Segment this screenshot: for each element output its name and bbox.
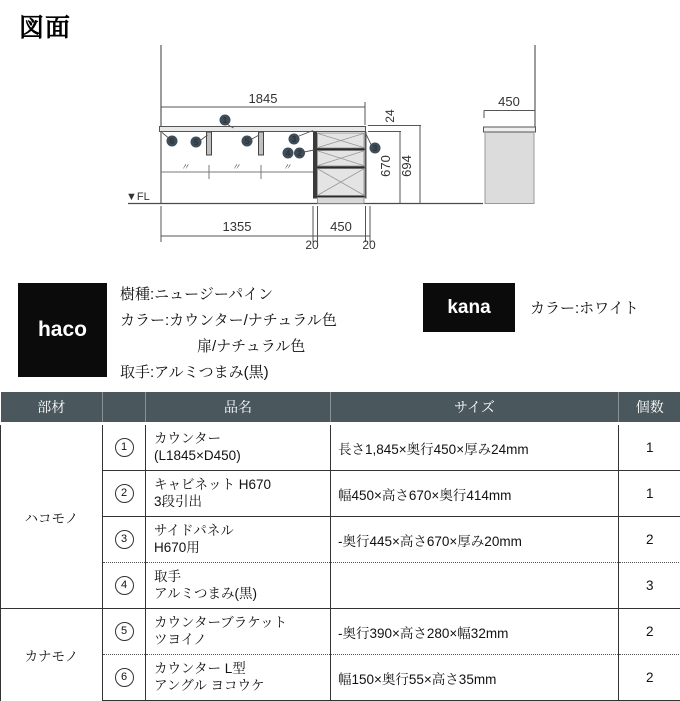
row-name-line2: (L1845×D450) (154, 448, 329, 465)
circled-number: 2 (115, 484, 134, 503)
row-no (103, 563, 146, 609)
row-name (146, 563, 331, 609)
ditto-mark: 〃 (180, 162, 189, 172)
row-name-line1: カウンター (154, 431, 329, 448)
row-name-line1: カウンター L型 (154, 661, 329, 678)
row-size: -奥行445×高さ670×厚み20mm (331, 517, 619, 563)
row-no (103, 609, 146, 655)
circled-number: 6 (115, 668, 134, 687)
spec-color: カラー:カウンター/ナチュラル色 (120, 308, 337, 334)
side-view-counter (484, 127, 536, 132)
row-name-line1: カウンターブラケット (154, 615, 329, 632)
counter-bracket (259, 132, 264, 155)
marker-5b (242, 136, 253, 147)
spec-wood-type: 樹種:ニュージーパイン (120, 282, 337, 308)
header-size: サイズ (331, 392, 619, 424)
row-name-line1: キャビネット H670 (154, 477, 329, 494)
table-row (1, 655, 680, 701)
spec-handle: 取手:アルミつまみ(黒) (120, 360, 337, 386)
kana-logo: kana (423, 283, 515, 332)
row-name-line1: サイドパネル (154, 523, 329, 540)
svg-text:3: 3 (373, 143, 378, 153)
parts-table (0, 392, 680, 701)
dim-top-width-label: 1845 (249, 91, 278, 106)
table-header-row (1, 392, 680, 424)
row-qty: 1 (619, 471, 680, 517)
dim-thickness-label: 24 (383, 109, 397, 123)
ditto-mark: 〃 (282, 162, 291, 172)
row-size: 長さ1,845×奥行450×厚み24mm (331, 424, 619, 471)
dim-cabinet-height-label: 670 (378, 155, 393, 177)
group-label-hako: ハコモノ (1, 424, 103, 609)
row-no (103, 517, 146, 563)
row-name (146, 471, 331, 517)
cabinet-front (313, 132, 367, 204)
row-name-line2: アルミつまみ(黒) (154, 586, 329, 603)
side-view (484, 111, 536, 204)
row-qty: 2 (619, 517, 680, 563)
row-name-line2: ツヨイノ (154, 632, 329, 649)
row-size: 幅450×高さ670×奥行414mm (331, 471, 619, 517)
row-name-line2: H670用 (154, 540, 329, 557)
table-row (1, 424, 680, 471)
marker-5a (191, 137, 202, 148)
page-title: 図面 (19, 8, 71, 44)
circled-number: 3 (115, 530, 134, 549)
technical-drawing (0, 0, 680, 280)
header-qty: 個数 (619, 392, 680, 424)
row-no (103, 655, 146, 701)
cabinet-side-panel-left (313, 132, 317, 199)
row-size (331, 563, 619, 609)
svg-text:5: 5 (245, 136, 250, 146)
circled-number: 4 (115, 576, 134, 595)
dim-total-height-label: 694 (399, 155, 414, 177)
marker-3b (370, 143, 381, 154)
haco-specs (120, 282, 337, 386)
svg-text:2: 2 (297, 148, 302, 158)
svg-text:1: 1 (223, 115, 228, 125)
header-group: 部材 (1, 392, 103, 424)
svg-text:4: 4 (286, 148, 291, 158)
cabinet-side-panel-right (365, 132, 367, 199)
dim-panel-right-label: 20 (362, 238, 376, 252)
header-no (103, 392, 146, 424)
row-no (103, 471, 146, 517)
row-name (146, 517, 331, 563)
row-name (146, 655, 331, 701)
row-name-line2: 3段引出 (154, 494, 329, 511)
marker-2 (294, 148, 305, 159)
row-size: -奥行390×高さ280×幅32mm (331, 609, 619, 655)
dim-panel-left-label: 20 (305, 238, 319, 252)
counter-top-front (160, 127, 366, 132)
dim-cabinet-width-label: 450 (330, 219, 352, 234)
marker-6 (167, 136, 178, 147)
floor-label: ▼FL (126, 191, 150, 203)
row-qty: 2 (619, 609, 680, 655)
spec-door-color: 扉/ナチュラル色 (120, 334, 337, 360)
ditto-mark: 〃 (231, 162, 240, 172)
cabinet-base (318, 198, 365, 204)
row-qty: 2 (619, 655, 680, 701)
svg-text:5: 5 (194, 137, 199, 147)
table-row (1, 471, 680, 517)
marker-4 (283, 148, 294, 159)
row-size: 幅150×奥行55×高さ35mm (331, 655, 619, 701)
row-name-line2: アングル ヨコウケ (154, 678, 329, 695)
side-view-body (485, 133, 534, 204)
row-name (146, 609, 331, 655)
row-name-line1: 取手 (154, 569, 329, 586)
circled-number: 1 (115, 438, 134, 457)
marker-3a (289, 134, 300, 145)
table-row (1, 563, 680, 609)
marker-1 (220, 115, 231, 126)
group-label-kana: カナモノ (1, 609, 103, 701)
dim-bottom-width-label: 1355 (223, 219, 252, 234)
table-row (1, 517, 680, 563)
circled-number: 5 (115, 622, 134, 641)
svg-text:6: 6 (170, 136, 175, 146)
kana-color-spec: カラー:ホワイト (530, 297, 639, 318)
row-qty: 3 (619, 563, 680, 609)
row-name (146, 424, 331, 471)
haco-logo: haco (18, 283, 107, 377)
table-row (1, 609, 680, 655)
header-name: 品名 (146, 392, 331, 424)
dim-side-depth-label: 450 (498, 94, 520, 109)
svg-text:3: 3 (292, 134, 297, 144)
row-qty: 1 (619, 424, 680, 471)
row-no (103, 424, 146, 471)
